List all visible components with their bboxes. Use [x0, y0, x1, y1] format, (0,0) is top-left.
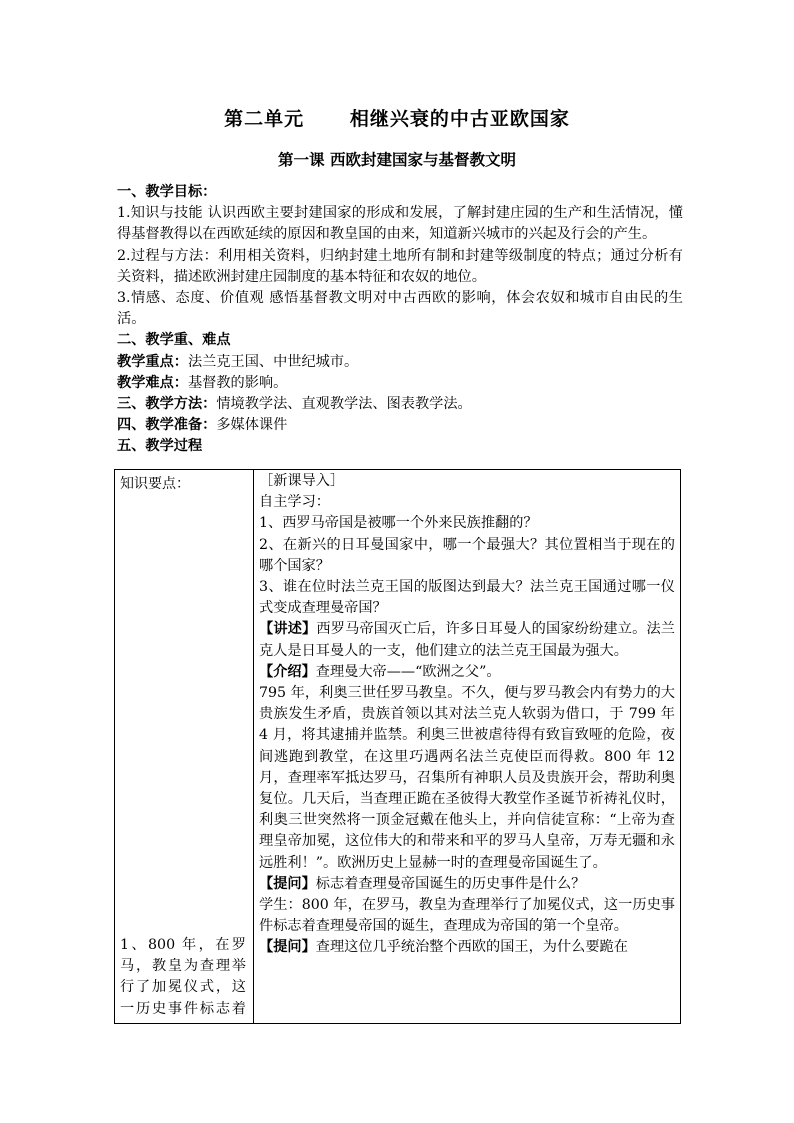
- methods-line: [117, 394, 683, 415]
- preparation-line: [117, 415, 683, 436]
- new-lesson-intro: ［新课导入］: [259, 473, 345, 489]
- objective-emotion: 3.情感、态度、价值观 感悟基督教文明对中古西欧的影响，体会农奴和城市自由民的生活。: [117, 290, 683, 328]
- objectives-heading: 一、教学目标：: [117, 184, 217, 200]
- ask-text-1: 标志着查理曼帝国诞生的历史事件是什么？: [315, 875, 586, 892]
- introduction-text: 查理曼大帝——“欧洲之父”。: [315, 663, 501, 680]
- methods-label: 三、教学方法：: [117, 396, 217, 413]
- key-points-heading: 二、教学重、难点: [117, 332, 231, 349]
- question-paragraph-1: [259, 874, 675, 895]
- knowledge-points-cell: [115, 470, 254, 1024]
- ask-text-2: 查理这位几乎统治整个西欧的国王，为什么要跪在: [315, 939, 628, 956]
- unit-title: 第二单元 相继兴衰的中古亚欧国家: [224, 108, 570, 130]
- story-paragraph: 795 年，利奥三世任罗马教皇。不久，便与罗马教会内有势力的大贵族发生矛盾，贵族首领以其对法兰克人软弱为借口，于 799 年 4 月，将其逮捕并监禁。利奥三世被虐待得有致盲致哑的危险，夜间逃跑到教堂，在这里巧遇两名法兰克使臣而得救。800 年 12 月，查理率军抵达罗马，召集所有神职人员及贵族开会，帮助利奥复位。几天后，当查理正跪在圣彼得大教堂作圣诞节祈祷礼仪时，利奥三世突然将一顶金冠戴在他头上，并向信徒宣称：“上帝为查理皇帝加冕，这位伟大的和带来和平的罗马人皇帝，万寿无疆和永远胜利！”。欧洲历史上显赫一时的查理曼帝国诞生了。: [259, 685, 675, 871]
- lecture-text: 西罗马帝国灭亡后，许多日耳曼人的国家纷纷建立。法兰克人是日耳曼人的一支，他们建立的法兰克王国最为强大。: [259, 621, 675, 659]
- process-heading: 五、教学过程: [117, 438, 203, 455]
- knowledge-point-1: 1、800 年，在罗马，教皇为查理举行了加冕仪式，这一历史事件标志着: [120, 937, 246, 1017]
- lesson-plan-body: [117, 182, 683, 458]
- self-study-label: 自主学习：: [259, 494, 330, 511]
- question-1: 1、西罗马帝国是被哪一个外来民族推翻的？: [259, 515, 538, 532]
- student-answer: 学生：800 年，在罗马，教皇为查理举行了加冕仪式，这一历史事件标志着查理曼帝国的诞生，查理成为帝国的第一个皇帝。: [259, 897, 675, 935]
- introduction-paragraph: [259, 662, 675, 683]
- preparation-text: 多媒体课件: [216, 417, 288, 434]
- question-3: 3、谁在位时法兰克王国的版图达到最大？法兰克王国通过哪一仪式变成查理曼帝国？: [259, 579, 675, 617]
- objective-process: 2.过程与方法：利用相关资料，归纳封建土地所有制和封建等级制度的特点；通过分析有关资料，描述欧洲封建庄园制度的基本特征和农奴的地位。: [117, 247, 683, 285]
- introduction-tag: 【介绍】: [259, 663, 316, 680]
- table-row: [115, 470, 681, 1024]
- teaching-activity-cell: [254, 470, 681, 1024]
- lecture-tag: 【讲述】: [259, 621, 317, 638]
- question-paragraph-2: [259, 937, 675, 958]
- methods-text: 情境教学法、直观教学法、图表教学法。: [216, 396, 472, 413]
- key-focus-label: 教学重点：: [117, 353, 188, 370]
- question-2: 2、在新兴的日耳曼国家中，哪一个最强大？其位置相当于现在的哪个国家？: [259, 536, 675, 574]
- objective-knowledge: 1.知识与技能 认识西欧主要封建国家的形成和发展，了解封建庄园的生产和生活情况，懂得基督教得以在西欧延续的原因和教皇国的由来，知道新兴城市的兴起及行会的产生。: [117, 205, 683, 243]
- key-focus-text: 法兰克王国、中世纪城市。: [187, 353, 359, 370]
- ask-tag-2: 【提问】: [259, 939, 316, 956]
- teaching-process-table: [114, 469, 681, 1024]
- key-focus-line: [117, 352, 683, 373]
- key-difficulty-label: 教学难点：: [117, 374, 188, 391]
- lesson-title: 第一课 西欧封建国家与基督教文明: [278, 150, 516, 169]
- key-difficulty-line: [117, 373, 683, 394]
- lecture-paragraph: [259, 619, 675, 661]
- ask-tag-1: 【提问】: [259, 875, 316, 892]
- preparation-label: 四、教学准备：: [117, 417, 217, 434]
- key-difficulty-text: 基督教的影响。: [187, 374, 288, 391]
- knowledge-points-header: 知识要点：: [120, 476, 190, 492]
